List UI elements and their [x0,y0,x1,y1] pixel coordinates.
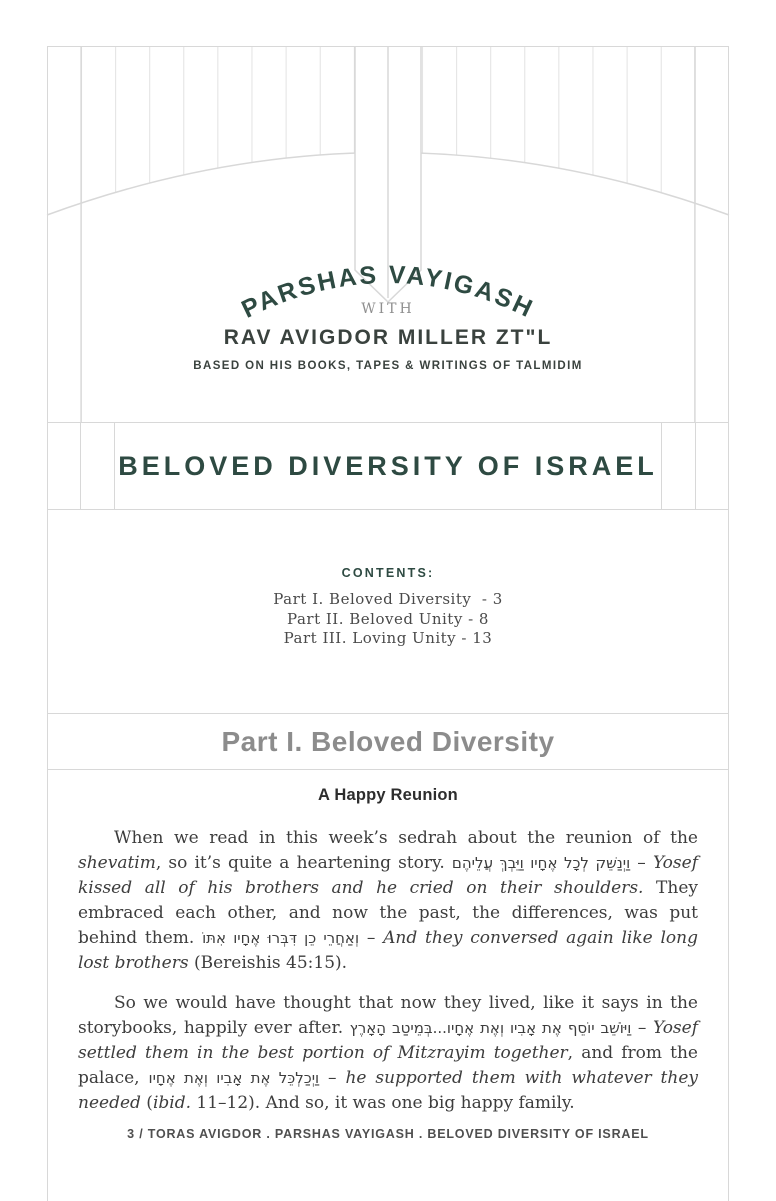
text-run-hebrew: וְאַחֲרֵי כֵן דִּבְּרוּ אֶחָיו אִתּוֹ [202,929,360,947]
issue-title-band [47,422,729,510]
text-run-normal: When we read in this week’s sedrah about the reunion of the [114,828,698,848]
text-run-normal: – [630,853,653,873]
text-run-normal: – [319,1068,346,1088]
text-run-italic: Yosef settled them in the best portion of Mitzrayim together [78,1018,699,1063]
text-run-hebrew: וַיְכַלְכֵּל אֶת אָבִיו וְאֶת אֶחָיו [148,1069,320,1087]
contents-list [0,590,776,649]
text-run-normal: 11–12). And so, it was one big happy family. [191,1093,575,1113]
text-run-italic: he supported them with whatever they needed [78,1068,699,1113]
body-paragraph [78,826,698,976]
contents-block [0,566,776,649]
parsha-arc-text: PARSHAS VAYIGASH [237,260,539,324]
text-run-hebrew: וַיּוֹשֵׁב יוֹסֵף אֶת אָבִיו וְאֶת אֶחָיו...בְּמֵיטַב הָאָרֶץ [349,1019,632,1037]
text-run-normal: – [631,1018,653,1038]
text-run-normal: (Bereishis 45:15). [188,953,348,973]
band-ornament-line [80,423,81,509]
contents-item: Part I. Beloved Diversity - 3 [273,590,503,608]
contents-heading: CONTENTS: [341,566,435,580]
band-ornament-line [661,423,662,509]
band-ornament-line [114,423,115,509]
section-heading: Part I. Beloved Diversity [221,725,555,757]
contents-item: Part II. Beloved Unity - 8 [287,609,489,628]
band-ornament-line [695,423,696,509]
text-run-italic: ibid. [152,1093,191,1113]
author-name: RAV AVIGDOR MILLER ZT"L [223,326,553,349]
text-run-normal: ( [140,1093,153,1113]
text-run-italic: shevatim [78,853,156,873]
subsection-heading: A Happy Reunion [318,786,458,804]
issue-title: BELOVED DIVERSITY OF ISRAEL [118,450,658,481]
with-label: WITH [361,301,415,317]
text-run-normal: – [359,928,384,948]
contents-item: Part III. Loving Unity - 13 [283,629,493,647]
body-paragraph [78,991,698,1116]
article-body [78,826,698,1131]
text-run-normal: So we would have thought that now they lived, like it says in the storybooks, happily ever after. [78,993,698,1038]
text-run-italic: Yosef kissed all of his brothers and he cried on their shoulders. [78,853,698,898]
text-run-italic: And they conversed again like long lost brothers [78,928,698,973]
text-run-normal: They embraced each other, and now the past, the differences, was put behind them. [78,878,698,948]
page-footer: 3 / TORAS AVIGDOR . PARSHAS VAYIGASH . BELOVED DIVERSITY OF ISRAEL [127,1127,649,1141]
masthead-tagline: BASED ON HIS BOOKS, TAPES & WRITINGS OF TALMIDIM [193,360,583,372]
text-run-normal: , and from the palace, [78,1043,698,1088]
text-run-hebrew: וַיְנַשֵּׁק לְכָל אֶחָיו וַיֵּבְךְּ עֲלֵיהֶם [451,854,631,872]
text-run-normal: , so it’s quite a heartening story. [155,853,452,873]
section-heading-band [47,713,729,770]
